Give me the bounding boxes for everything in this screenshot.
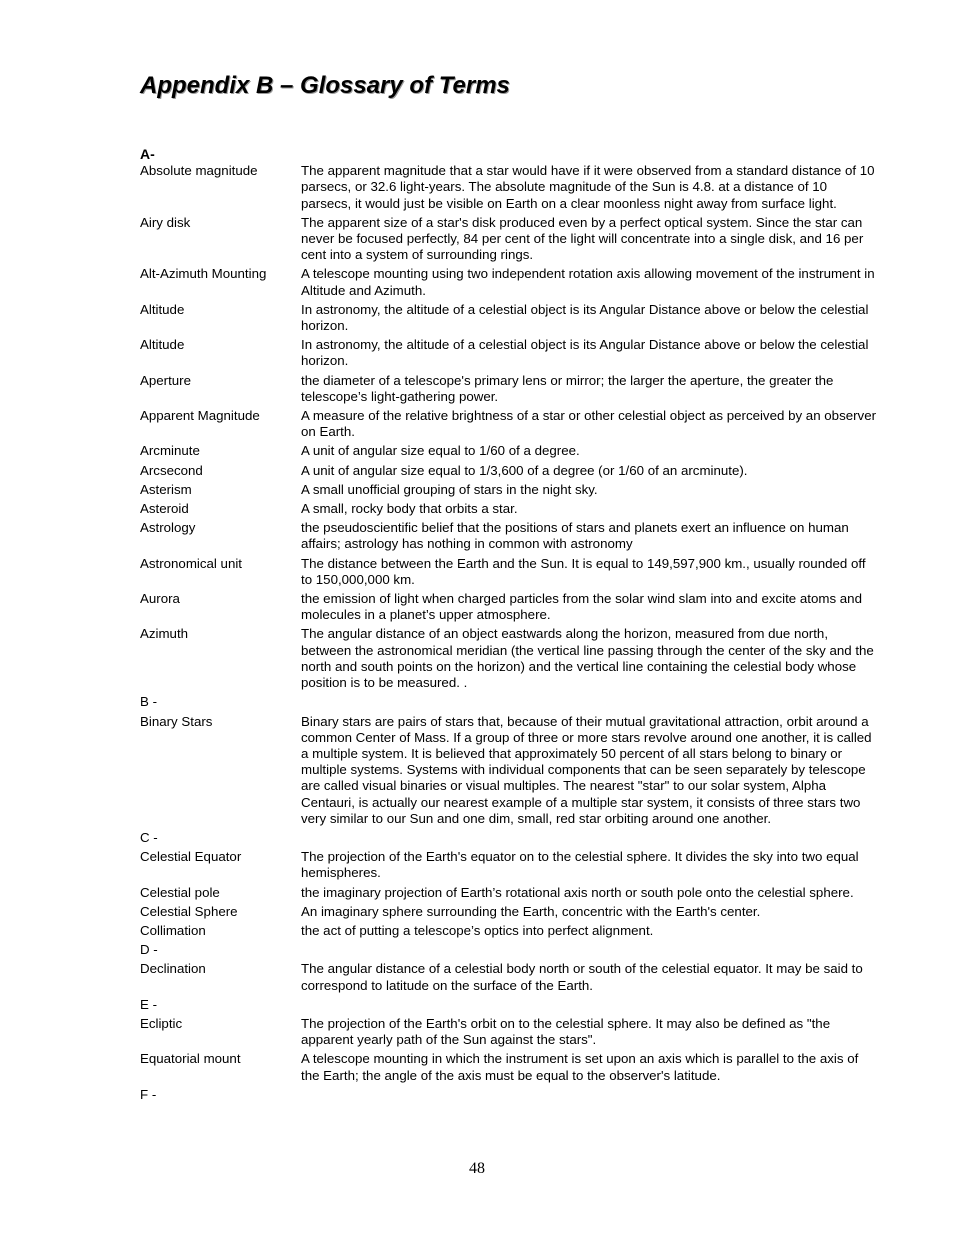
glossary-term: Azimuth [140, 626, 189, 642]
glossary-entry [140, 961, 880, 993]
glossary [140, 146, 880, 1106]
glossary-entry [140, 482, 880, 498]
glossary-entry [140, 1051, 880, 1083]
glossary-definition: A telescope mounting using two independent rotation axis allowing movement of the instrument in Altitude and Azimuth. [301, 266, 875, 298]
glossary-entry [140, 556, 880, 588]
glossary-entry [140, 501, 880, 517]
glossary-term: Airy disk [140, 214, 191, 230]
glossary-entry [140, 266, 880, 298]
glossary-term: Altitude [140, 337, 185, 353]
glossary-entry [140, 302, 880, 334]
glossary-entry [140, 1016, 880, 1048]
glossary-definition: The apparent magnitude that a star would have if it were observed from a standard distance of 10 parsecs, or 32.6 light-years. The absolute magnitude of the Sun is 4.8. at a distance of 10 parsecs, it would just be visible on Earth on a clear moonless night away from surface light. [301, 163, 875, 211]
glossary-definition: The projection of the Earth's equator on to the celestial sphere. It divides the sky into two equal hemispheres. [301, 849, 859, 881]
glossary-definition: A small unofficial grouping of stars in the night sky. [301, 481, 598, 497]
glossary-definition: In astronomy, the altitude of a celestial object is its Angular Distance above or below the celestial horizon. [301, 301, 869, 334]
section-heading: C - [140, 829, 158, 845]
glossary-definition: A measure of the relative brightness of a star or other celestial object as perceived by an observer on Earth. [301, 408, 877, 440]
glossary-term: Collimation [140, 922, 206, 938]
glossary-entry [140, 215, 880, 264]
glossary-definition: A telescope mounting in which the instrument is set upon an axis which is parallel to the axis of the Earth; the angle of the axis must be equal to the observer's latitude. [301, 1051, 859, 1083]
glossary-definition: the emission of light when charged particles from the solar wind slam into and excite atoms and molecules in a planet’s upper atmosphere. [301, 591, 862, 623]
glossary-term: Apparent Magnitude [140, 408, 260, 424]
glossary-definition: the pseudoscientific belief that the positions of stars and planets exert an influence on human affairs; astrology has nothing in common with astronomy [301, 520, 849, 552]
glossary-term: Arcminute [140, 443, 200, 459]
glossary-entry [140, 904, 880, 920]
glossary-definition: the imaginary projection of Earth’s rotational axis north or south pole onto the celestial sphere. [301, 884, 854, 900]
glossary-entry [140, 849, 880, 881]
glossary-entry [140, 626, 880, 691]
glossary-term: Absolute magnitude [140, 163, 258, 179]
section-heading: E - [140, 996, 157, 1012]
glossary-definition: The apparent size of a star's disk produced even by a perfect optical system. Since the star can never be focused perfectly, 84 per cent of the light will concentrate into a single disk, and 16 per cent into a system of surrounding rings. [301, 214, 864, 263]
glossary-entry [140, 163, 880, 212]
glossary-entry [140, 923, 880, 939]
glossary-term: Asteroid [140, 501, 189, 517]
glossary-term: Astrology [140, 520, 196, 536]
glossary-term: Equatorial mount [140, 1051, 241, 1067]
glossary-term: Astronomical unit [140, 555, 242, 571]
glossary-term: Aurora [140, 591, 180, 607]
glossary-entry [140, 443, 880, 459]
glossary-term: Altitude [140, 301, 185, 317]
page-number: 48 [469, 1160, 485, 1177]
glossary-term: Celestial Sphere [140, 903, 238, 919]
glossary-term: Aperture [140, 372, 191, 388]
glossary-definition: A unit of angular size equal to 1/60 of a degree. [301, 443, 580, 459]
glossary-definition: The distance between the Earth and the Sun. It is equal to 149,597,900 km., usually rounded off to 150,000,000 km. [301, 555, 866, 587]
glossary-entry [140, 373, 880, 405]
glossary-term: Celestial Equator [140, 849, 242, 865]
section-heading: A- [140, 146, 155, 162]
glossary-entry [140, 885, 880, 901]
glossary-term: Declination [140, 961, 206, 977]
glossary-term: Celestial pole [140, 884, 220, 900]
glossary-entry [140, 408, 880, 440]
glossary-entry [140, 714, 880, 827]
glossary-definition: An imaginary sphere surrounding the Earth, concentric with the Earth's center. [301, 903, 761, 919]
glossary-definition: The angular distance of a celestial body north or south of the celestial equator. It may be said to correspond to latitude on the surface of the Earth. [301, 961, 863, 993]
glossary-definition: The angular distance of an object eastwards along the horizon, measured from due north, between the astronomical meridian (the vertical line passing through the center of the sky and the north and south points on the horizon) and the vertical line containing the celestial body whose position is to be measured. . [301, 626, 874, 691]
glossary-definition: Binary stars are pairs of stars that, because of their mutual gravitational attraction, orbit around a common Center of Mass. If a group of three or more stars revolve around one another, it is called a multiple system. It is believed that approximately 50 percent of all stars belong to binary or multiple systems. Systems with individual components that can be seen separately by telescope are called visual binaries or visual multiples. The nearest "star" to our solar system, Alpha Centauri, is actually our nearest example of a multiple star system, it consists of three stars two very similar to our Sun and one dim, small, red star orbiting around one another. [301, 713, 872, 826]
glossary-definition: A small, rocky body that orbits a star. [301, 501, 518, 517]
glossary-term: Alt-Azimuth Mounting [140, 266, 267, 282]
section-heading: D - [140, 942, 158, 958]
glossary-term: Arcsecond [140, 462, 203, 478]
glossary-definition: the diameter of a telescope's primary lens or mirror; the larger the aperture, the greater the telescope’s light-gathering power. [301, 372, 834, 404]
section-heading: B - [140, 694, 157, 710]
page-title: Appendix B – Glossary of Terms [140, 72, 510, 99]
glossary-definition: A unit of angular size equal to 1/3,600 of a degree (or 1/60 of an arcminute). [301, 462, 748, 478]
glossary-entry [140, 520, 880, 552]
glossary-entry [140, 463, 880, 479]
glossary-definition: In astronomy, the altitude of a celestial object is its Angular Distance above or below the celestial horizon. [301, 337, 869, 369]
glossary-term: Asterism [140, 481, 192, 497]
section-heading: F - [140, 1086, 157, 1102]
glossary-entry [140, 591, 880, 623]
glossary-definition: the act of putting a telescope’s optics into perfect alignment. [301, 922, 654, 938]
glossary-term: Ecliptic [140, 1015, 183, 1031]
glossary-term: Binary Stars [140, 713, 213, 729]
glossary-entry [140, 337, 880, 369]
glossary-definition: The projection of the Earth's orbit on to the celestial sphere. It may also be defined as "the apparent yearly path of the Sun against the stars". [301, 1015, 831, 1048]
